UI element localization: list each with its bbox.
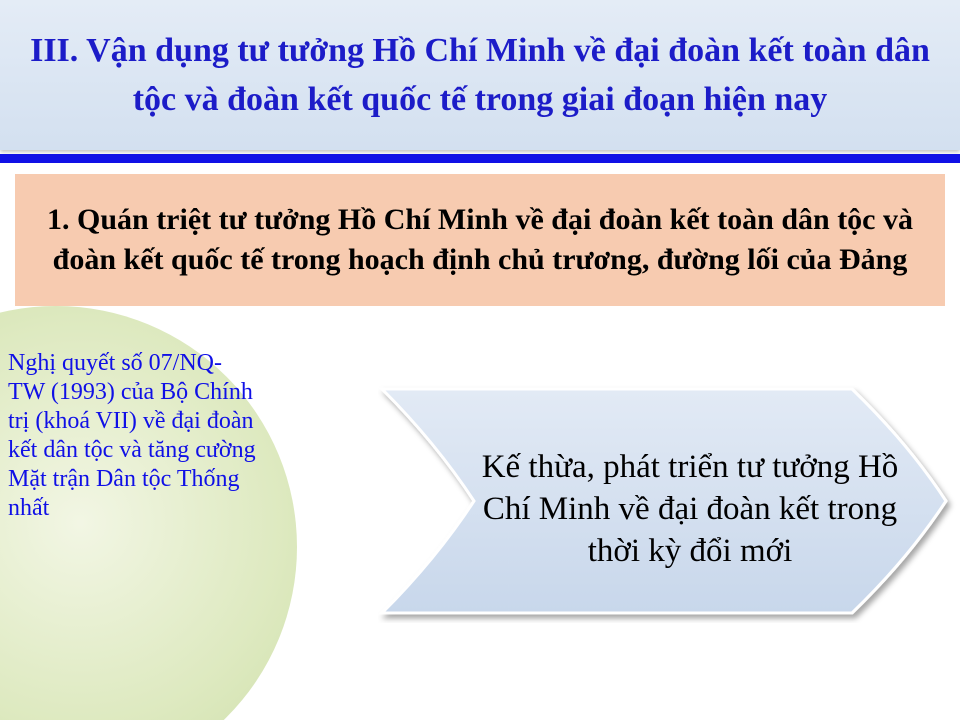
- section-heading: 1. Quán triệt tư tưởng Hồ Chí Minh về đại đoàn kết toàn dân tộc và đoàn kết quốc tế trong hoạch định chủ trương, đường lối của Đảng: [46, 203, 913, 276]
- subtitle-box: [15, 174, 945, 306]
- arrow-text: Kế thừa, phát triển tư tưởng Hồ Chí Minh về đại đoàn kết trong thời kỳ đổi mới: [481, 449, 899, 569]
- resolution-note: Nghị quyết số 07/NQ-TW (1993) của Bộ Chính trị (khoá VII) về đại đoàn kết dân tộc và tăng cường Mặt trận Dân tộc Thống nhất: [8, 350, 256, 521]
- slide-title: III. Vận dụng tư tưởng Hồ Chí Minh về đại đoàn kết toàn dân tộc và đoàn kết quốc tế trong giai đoạn hiện nay: [30, 32, 930, 118]
- title-box: [0, 0, 960, 150]
- title-divider: [0, 154, 960, 163]
